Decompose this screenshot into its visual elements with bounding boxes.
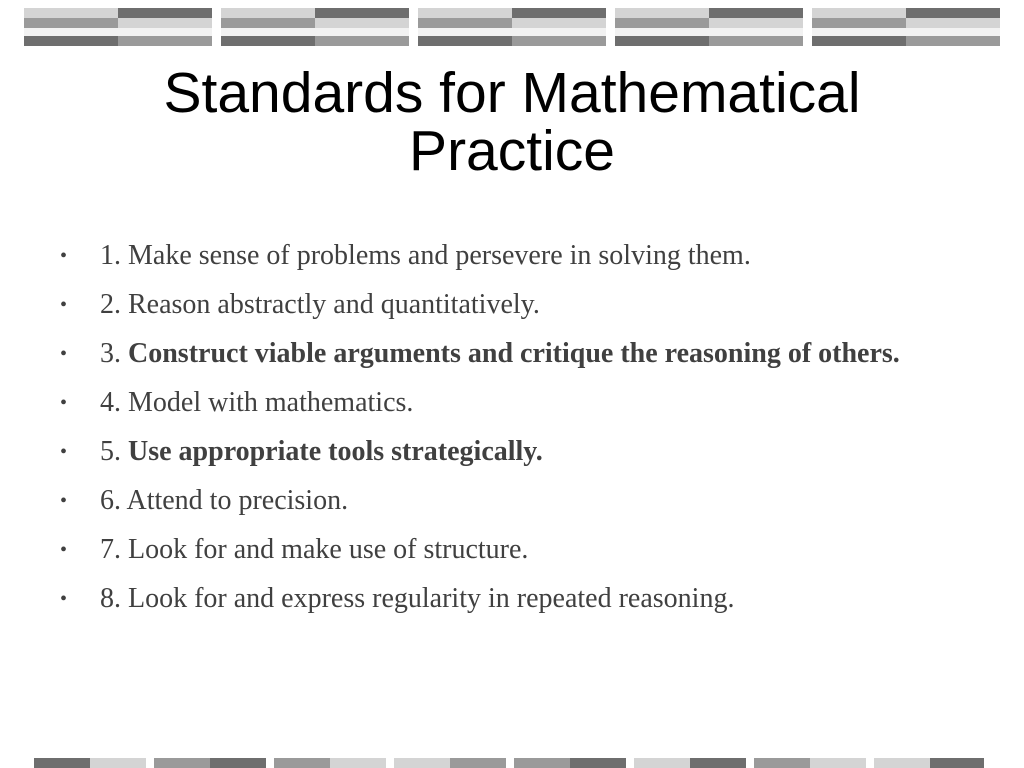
bullet-icon: •	[60, 441, 68, 463]
bottom-band-segment	[514, 758, 570, 768]
bottom-band-segment	[754, 758, 810, 768]
bullet-icon: •	[60, 588, 68, 610]
item-text: Look for and express regularity in repeated reasoning.	[128, 583, 735, 614]
slide-title: Standards for Mathematical Practice	[163, 61, 861, 183]
item-number: 2.	[100, 289, 128, 320]
list-item	[60, 432, 960, 472]
bottom-band-segment	[874, 758, 930, 768]
item-number: 1.	[100, 240, 128, 271]
top-decorative-band	[24, 8, 1000, 46]
bottom-band-segment	[210, 758, 266, 768]
top-band-block	[418, 8, 606, 46]
bullet-icon: •	[60, 343, 68, 365]
bullet-icon: •	[60, 392, 68, 414]
item-text: Reason abstractly and quantitatively.	[128, 289, 540, 320]
bottom-band-segment	[330, 758, 386, 768]
bottom-band-segment	[570, 758, 626, 768]
item-text-bold: Use appropriate tools strategically.	[128, 436, 543, 467]
top-band-block	[221, 8, 409, 46]
bottom-band-segment	[810, 758, 866, 768]
bottom-band-segment	[634, 758, 690, 768]
item-number: 3.	[100, 338, 128, 369]
item-number: 6.	[100, 485, 127, 516]
list-item	[60, 579, 960, 619]
bullet-icon: •	[60, 245, 68, 267]
item-number: 4.	[100, 387, 128, 418]
item-text: Attend to precision.	[126, 485, 349, 516]
top-band-block	[812, 8, 1000, 46]
bottom-band-segment	[90, 758, 146, 768]
bottom-decorative-band	[34, 758, 984, 768]
list-item	[60, 530, 960, 570]
bottom-band-segment	[930, 758, 984, 768]
standards-list	[60, 236, 960, 628]
bottom-band-segment	[274, 758, 330, 768]
bottom-band-segment	[690, 758, 746, 768]
item-text: Make sense of problems and persevere in solving them.	[128, 240, 751, 271]
list-item	[60, 236, 960, 276]
item-number: 7.	[100, 534, 128, 565]
list-item	[60, 334, 960, 374]
bullet-icon: •	[60, 490, 68, 512]
top-band-block	[615, 8, 803, 46]
bottom-band-segment	[450, 758, 506, 768]
item-text: Model with mathematics.	[128, 387, 414, 418]
item-text: Look for and make use of structure.	[128, 534, 529, 565]
list-item	[60, 383, 960, 423]
list-item	[60, 285, 960, 325]
top-band-block	[24, 8, 212, 46]
item-number: 8.	[100, 583, 128, 614]
bottom-band-segment	[154, 758, 210, 768]
bullet-icon: •	[60, 539, 68, 561]
list-item	[60, 481, 960, 521]
bottom-band-segment	[34, 758, 90, 768]
item-text-bold: Construct viable arguments and critique the reasoning of others.	[128, 338, 900, 369]
bullet-icon: •	[60, 294, 68, 316]
item-number: 5.	[100, 436, 128, 467]
bottom-band-segment	[394, 758, 450, 768]
